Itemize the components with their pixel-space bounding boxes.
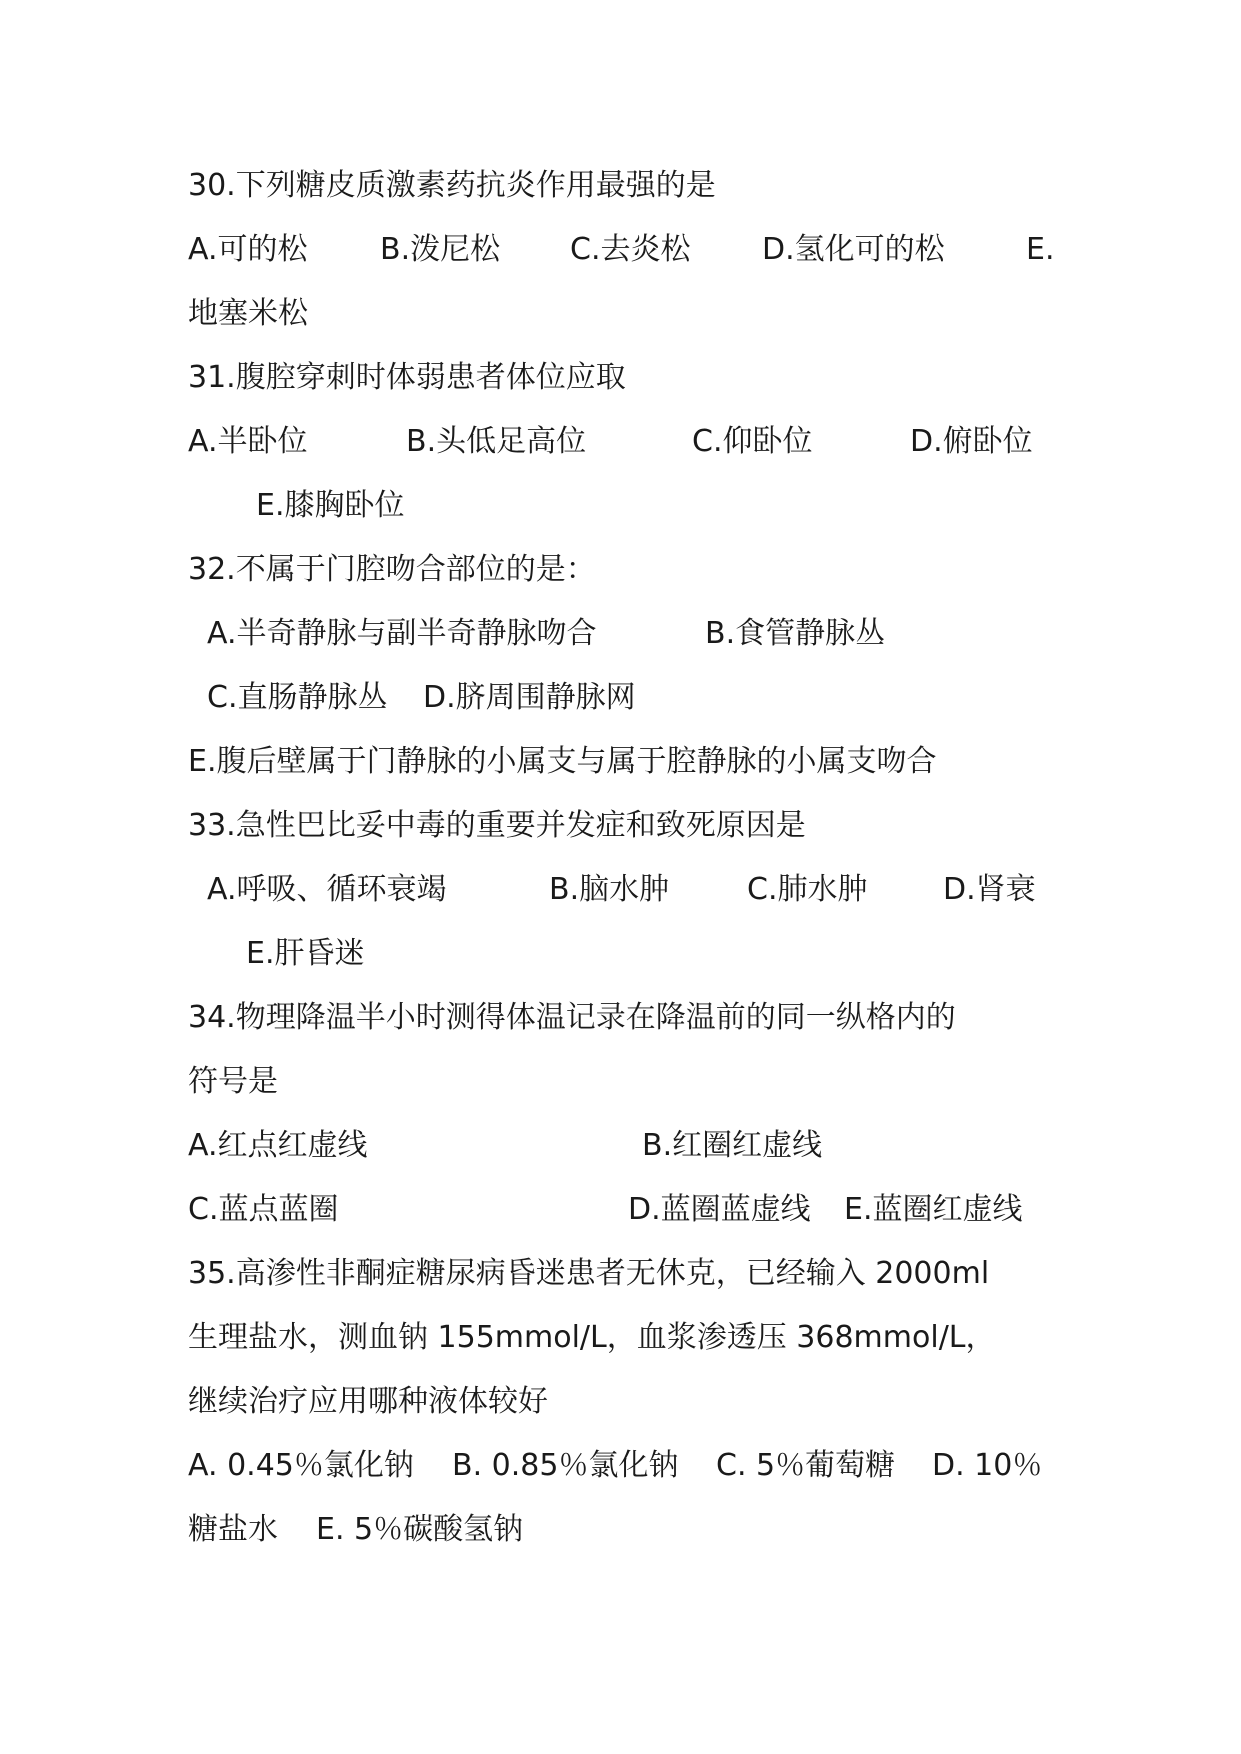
question-32-options	[207, 602, 1047, 666]
option-b: B.红圈红虚线	[642, 1128, 823, 1163]
question-31-options	[188, 410, 1058, 474]
option-a: A.红点红虚线	[188, 1128, 368, 1163]
question-33-options	[207, 858, 1057, 922]
question-35-options	[188, 1434, 1058, 1498]
option-e: E.腹后壁属于门静脉的小属支与属于腔静脉的小属支吻合	[188, 744, 937, 779]
option-a: A.半奇静脉与副半奇静脉吻合	[207, 616, 597, 651]
option-c: C.去炎松	[570, 232, 691, 267]
question-33-stem-text: 33.急性巴比妥中毒的重要并发症和致死原因是	[188, 808, 806, 843]
question-32-stem-text: 32.不属于门腔吻合部位的是：	[188, 552, 596, 587]
option-a: A. 0.45％氯化钠	[188, 1448, 414, 1483]
question-35-stem-line-1: 35.高渗性非酮症糖尿病昏迷患者无休克，已经输入 2000ml	[188, 1256, 990, 1291]
option-e-label: E.	[1026, 232, 1055, 267]
question-30-stem-text: 30.下列糖皮质激素药抗炎作用最强的是	[188, 168, 716, 203]
question-35-stem-line-3: 继续治疗应用哪种液体较好	[188, 1384, 548, 1419]
option-d-label: D. 10％	[932, 1448, 1043, 1483]
question-34-stem-line-2: 符号是	[188, 1064, 278, 1099]
option-c: C.直肠静脉丛	[207, 680, 388, 715]
option-d: D.俯卧位	[910, 424, 1033, 459]
question-34-stem-line-1: 34.物理降温半小时测得体温记录在降温前的同一纵格内的	[188, 1000, 956, 1035]
option-d: D.氢化可的松	[762, 232, 945, 267]
question-32-options-2	[207, 666, 907, 730]
option-b: B.脑水肿	[549, 872, 670, 907]
option-b: B.泼尼松	[380, 232, 501, 267]
option-c: C.仰卧位	[692, 424, 813, 459]
option-a: A.半卧位	[188, 424, 308, 459]
option-e: E.肝昏迷	[246, 936, 365, 971]
option-d: D.蓝圈蓝虚线	[628, 1192, 811, 1227]
option-a: A.呼吸、循环衰竭	[207, 872, 447, 907]
option-e: E.蓝圈红虚线	[844, 1192, 1023, 1227]
option-a: A.可的松	[188, 232, 308, 267]
option-c: C. 5％葡萄糖	[716, 1448, 896, 1483]
option-b: B.食管静脉丛	[705, 616, 886, 651]
option-e-text: 地塞米松	[188, 296, 308, 331]
option-e: E. 5％碳酸氢钠	[316, 1512, 524, 1547]
option-c: C.肺水肿	[747, 872, 868, 907]
option-b: B.头低足高位	[406, 424, 587, 459]
option-d: D.肾衰	[943, 872, 1036, 907]
option-e: E.膝胸卧位	[256, 488, 405, 523]
option-d-text: 糖盐水	[188, 1512, 278, 1547]
option-b: B. 0.85％氯化钠	[452, 1448, 679, 1483]
question-35-options-cont	[188, 1498, 888, 1562]
question-34-options-2	[188, 1178, 1048, 1242]
question-34-options	[188, 1114, 888, 1178]
question-30-options	[188, 218, 1058, 282]
option-c: C.蓝点蓝圈	[188, 1192, 339, 1227]
question-35-stem-line-2: 生理盐水，测血钠 155mmol/L，血浆渗透压 368mmol/L，	[188, 1320, 996, 1355]
question-31-stem-text: 31.腹腔穿刺时体弱患者体位应取	[188, 360, 626, 395]
option-d: D.脐周围静脉网	[423, 680, 636, 715]
